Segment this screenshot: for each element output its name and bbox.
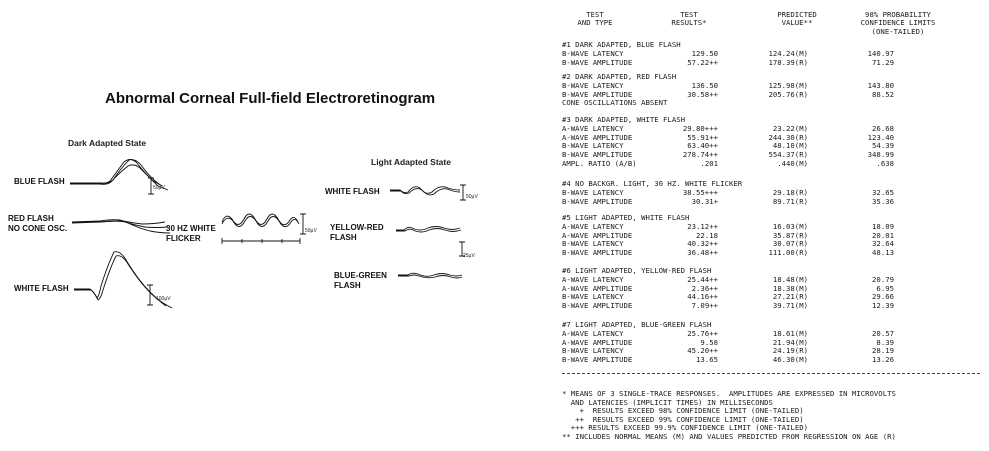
- row-limit: 6.95: [876, 283, 894, 293]
- table-row: [562, 58, 982, 67]
- row-limit: 12.39: [872, 301, 894, 311]
- row-predicted: 24.19(R): [772, 346, 808, 356]
- row-result: 9.58: [700, 337, 718, 347]
- row-limit: 20.01: [872, 230, 894, 240]
- table-row: [562, 231, 982, 240]
- row-limit: 28.19: [872, 346, 894, 356]
- row-predicted: 18.61(M): [772, 328, 808, 338]
- table-row: [562, 301, 982, 310]
- row-predicted: 125.98(M): [768, 80, 808, 90]
- row-label: A-WAVE LATENCY: [562, 274, 624, 284]
- header-predicted-value: PREDICTED VALUE**: [777, 10, 817, 28]
- flicker-trace-1: [222, 214, 298, 225]
- row-limit: 8.39: [876, 337, 894, 347]
- row-predicted: 16.03(M): [772, 221, 808, 231]
- table-row: [562, 159, 982, 168]
- row-predicted: 554.37(R): [768, 150, 808, 160]
- row-result: 57.22++: [687, 57, 718, 67]
- row-result: 2.36++: [691, 283, 718, 293]
- row-label: B-WAVE LATENCY: [562, 141, 624, 151]
- row-label: A-WAVE AMPLITUDE: [562, 283, 633, 293]
- row-result: 30.58++: [687, 89, 718, 99]
- row-limit: 18.09: [872, 221, 894, 231]
- white-flash-dark-label: WHITE FLASH: [14, 284, 69, 293]
- red-flash-label: RED FLASH: [8, 214, 54, 223]
- header-test-type: TEST AND TYPE: [577, 10, 613, 28]
- table-row: [562, 329, 982, 338]
- no-cone-osc-label: NO CONE OSC.: [8, 224, 68, 233]
- blue-green-label-line1: BLUE-GREEN: [334, 271, 387, 280]
- row-result: 22.18: [696, 230, 718, 240]
- row-limit: 32.64: [872, 239, 894, 249]
- dark-adapted-label: Dark Adapted State: [68, 138, 147, 148]
- yellow-red-trace-1: [396, 227, 460, 231]
- row-label: A-WAVE LATENCY: [562, 221, 624, 231]
- row-predicted: 30.07(R): [772, 239, 808, 249]
- table-row: [562, 355, 982, 364]
- row-predicted: 35.87(R): [772, 230, 808, 240]
- blue-scale-label: 50µV: [153, 185, 165, 191]
- row-predicted: 27.21(R): [772, 292, 808, 302]
- flicker-label-line1: 30 HZ WHITE: [166, 224, 216, 233]
- table-row: [562, 338, 982, 347]
- row-label: B-WAVE AMPLITUDE: [562, 248, 633, 258]
- row-limit: 13.26: [872, 355, 894, 365]
- row-result: 25.44++: [687, 274, 718, 284]
- row-label: B-WAVE LATENCY: [562, 346, 624, 356]
- row-limit: 54.39: [872, 141, 894, 151]
- row-result: 55.91++: [687, 132, 718, 142]
- row-predicted: 39.71(M): [772, 301, 808, 311]
- table-row: [562, 248, 982, 257]
- table-row: [562, 197, 982, 206]
- table-row: [562, 284, 982, 293]
- row-result: 63.40++: [687, 141, 718, 151]
- flicker-time-axis: [222, 238, 300, 244]
- section-title: #2 DARK ADAPTED, RED FLASH: [562, 72, 677, 81]
- footnote-divider: [562, 373, 980, 374]
- table-row: [562, 124, 982, 133]
- white-flash-dark-trace-2: [74, 256, 172, 308]
- row-result: 129.50: [691, 48, 718, 58]
- section-title: #6 LIGHT ADAPTED, YELLOW-RED FLASH: [562, 266, 712, 275]
- row-predicted: 244.30(R): [768, 132, 808, 142]
- row-result: 23.12++: [687, 221, 718, 231]
- row-predicted: 205.76(R): [768, 89, 808, 99]
- section-title: #4 NO BACKGR. LIGHT, 30 HZ. WHITE FLICKER: [562, 179, 743, 188]
- row-result: 30.31+: [691, 196, 718, 206]
- row-predicted: 29.18(R): [772, 187, 808, 197]
- row-label: B-WAVE AMPLITUDE: [562, 355, 633, 365]
- figure-title: Abnormal Corneal Full-field Electroretinogram: [105, 90, 436, 107]
- row-predicted: 178.39(R): [768, 57, 808, 67]
- header-confidence-limits: 98% PROBABILITY CONFIDENCE LIMITS (ONE-TAILED): [860, 10, 936, 36]
- row-label: B-WAVE LATENCY: [562, 80, 624, 90]
- row-predicted: 111.00(R): [768, 248, 808, 258]
- row-result: 36.48++: [687, 248, 718, 258]
- row-predicted: 46.30(M): [772, 355, 808, 365]
- row-limit: 348.99: [867, 150, 894, 160]
- yellow-red-label-line2: FLASH: [330, 233, 357, 242]
- row-label: B-WAVE AMPLITUDE: [562, 57, 633, 67]
- row-limit: 20.79: [872, 274, 894, 284]
- row-result: 13.65: [696, 355, 718, 365]
- row-label: A-WAVE LATENCY: [562, 328, 624, 338]
- row-result: 136.50: [691, 80, 718, 90]
- row-predicted: 23.22(M): [772, 123, 808, 133]
- row-limit: 140.97: [867, 48, 894, 58]
- section-note: CONE OSCILLATIONS ABSENT: [562, 98, 668, 108]
- row-label: B-WAVE LATENCY: [562, 292, 624, 302]
- row-label: A-WAVE LATENCY: [562, 123, 624, 133]
- section-title: #1 DARK ADAPTED, BLUE FLASH: [562, 40, 681, 49]
- light-yellow-scale-bar: [459, 242, 465, 256]
- light-adapted-label: Light Adapted State: [371, 157, 451, 167]
- table-row: [562, 239, 982, 248]
- row-label: A-WAVE AMPLITUDE: [562, 230, 633, 240]
- flicker-scale-label: 50µV: [305, 228, 317, 234]
- white-dark-scale-label: 100µV: [156, 296, 171, 302]
- yellow-red-label-line1: YELLOW-RED: [330, 223, 384, 232]
- table-row: [562, 141, 982, 150]
- row-limit: 35.36: [872, 196, 894, 206]
- flicker-trace-2: [222, 217, 299, 227]
- footnote-line: +++ RESULTS EXCEED 99.9% CONFIDENCE LIMIT (ONE-TAILED): [562, 423, 809, 433]
- row-predicted: 18.38(M): [772, 283, 808, 293]
- blue-flash-label: BLUE FLASH: [14, 177, 65, 186]
- table-row: [562, 150, 982, 159]
- table-row: [562, 346, 982, 355]
- row-label: B-WAVE LATENCY: [562, 48, 624, 58]
- row-label: B-WAVE AMPLITUDE: [562, 196, 633, 206]
- row-predicted: 124.24(M): [768, 48, 808, 58]
- table-row: [562, 188, 982, 197]
- row-limit: 143.80: [867, 80, 894, 90]
- table-row: [562, 222, 982, 231]
- row-limit: 48.13: [872, 248, 894, 258]
- row-result: 278.74++: [682, 150, 718, 160]
- flicker-scale-bar: [300, 214, 306, 234]
- blue-flash-trace-1: [70, 160, 162, 187]
- row-label: A-WAVE AMPLITUDE: [562, 132, 633, 142]
- row-result: 45.20++: [687, 346, 718, 356]
- flicker-label-line2: FLICKER: [166, 234, 201, 243]
- row-limit: 71.29: [872, 57, 894, 67]
- row-limit: .638: [876, 159, 894, 168]
- light-yellow-scale-label: 25µV: [463, 253, 475, 259]
- row-result: 29.80+++: [682, 123, 718, 133]
- table-row: [562, 49, 982, 58]
- row-limit: 20.57: [872, 328, 894, 338]
- blue-green-label-line2: FLASH: [334, 281, 361, 290]
- section-title: #7 LIGHT ADAPTED, BLUE-GREEN FLASH: [562, 320, 712, 329]
- row-result: .201: [700, 159, 718, 168]
- section-title: #3 DARK ADAPTED, WHITE FLASH: [562, 115, 686, 124]
- row-label: B-WAVE LATENCY: [562, 187, 624, 197]
- footnote-line: ** INCLUDES NORMAL MEANS (M) AND VALUES PREDICTED FROM REGRESSION ON AGE (R): [562, 432, 896, 441]
- row-label: B-WAVE AMPLITUDE: [562, 301, 633, 311]
- footnote-line: ++ RESULTS EXCEED 99% CONFIDENCE LIMIT (ONE-TAILED): [562, 414, 804, 424]
- row-predicted: 21.94(M): [772, 337, 808, 347]
- light-white-scale-bar: [460, 185, 466, 200]
- row-label: AMPL. RATIO (A/B): [562, 159, 637, 168]
- row-predicted: 89.71(R): [772, 196, 808, 206]
- row-result: 40.32++: [687, 239, 718, 249]
- white-flash-light-label: WHITE FLASH: [325, 187, 380, 196]
- light-white-scale-label: 50µV: [466, 194, 478, 200]
- row-limit: 123.40: [867, 132, 894, 142]
- table-row: [562, 275, 982, 284]
- row-result: 44.16++: [687, 292, 718, 302]
- footnote-line: AND LATENCIES (IMPLICIT TIMES) IN MILLISECONDS: [562, 397, 773, 407]
- row-label: B-WAVE LATENCY: [562, 239, 624, 249]
- row-predicted: .440(M): [777, 159, 808, 168]
- light-white-trace-2: [390, 189, 460, 195]
- row-result: 38.55+++: [682, 187, 718, 197]
- footnote-line: * MEANS OF 3 SINGLE-TRACE RESPONSES. AMPLITUDES ARE EXPRESSED IN MICROVOLTS: [562, 389, 896, 398]
- row-label: A-WAVE AMPLITUDE: [562, 337, 633, 347]
- row-label: B-WAVE AMPLITUDE: [562, 150, 633, 160]
- row-label: B-WAVE AMPLITUDE: [562, 89, 633, 99]
- white-flash-dark-trace-1: [74, 252, 166, 306]
- table-row: [562, 81, 982, 90]
- row-predicted: 18.48(M): [772, 274, 808, 284]
- table-row: [562, 90, 982, 99]
- section-title: #5 LIGHT ADAPTED, WHITE FLASH: [562, 213, 690, 222]
- row-result: 25.76++: [687, 328, 718, 338]
- table-row: [562, 133, 982, 142]
- table-row: [562, 292, 982, 301]
- row-limit: 32.65: [872, 187, 894, 197]
- row-predicted: 48.10(M): [772, 141, 808, 151]
- footnote-line: + RESULTS EXCEED 98% CONFIDENCE LIMIT (ONE-TAILED): [562, 406, 804, 416]
- row-limit: 26.68: [872, 123, 894, 133]
- row-limit: 88.52: [872, 89, 894, 99]
- row-result: 7.09++: [691, 301, 718, 311]
- header-test-results: TEST RESULTS*: [671, 10, 707, 28]
- row-limit: 29.66: [872, 292, 894, 302]
